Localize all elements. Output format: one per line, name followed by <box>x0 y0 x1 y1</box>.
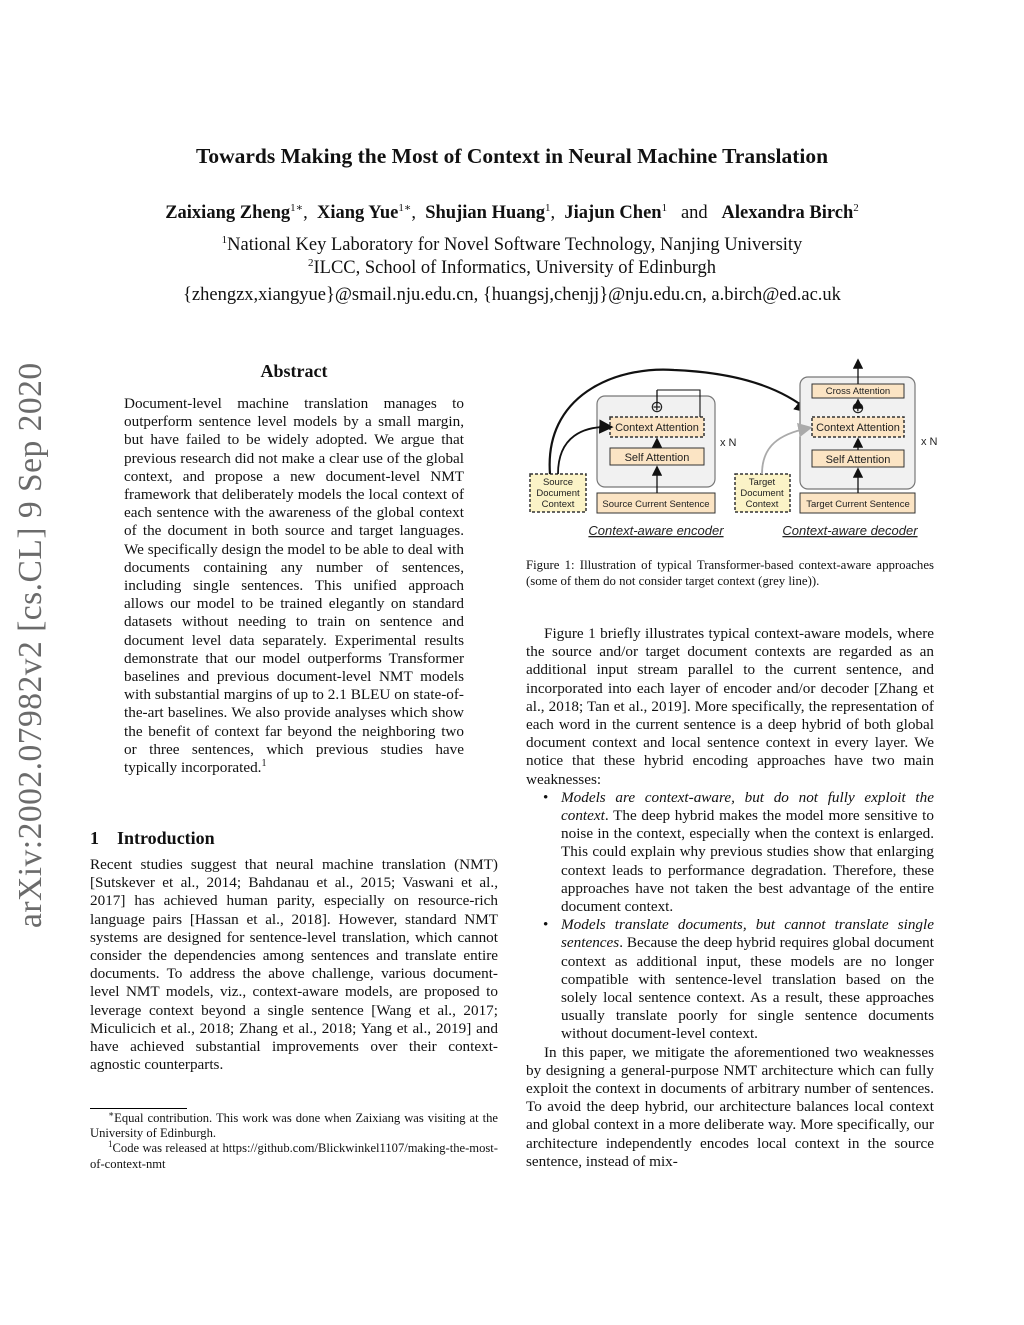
paragraph-figure-description: Figure 1 briefly illustrates typical context-aware models, where the source and/or target document contexts are regarded as an additional input stream parallel to the current sentence, and incorporated into each layer of encoder and/or decoder [Zhang et al., 2018; Tan et al., 2019]. More specifically, the representation of each word in the current sentence is a deep hybrid of both global document context and local sentence context in every layer. We notice that these hybrid encoding approaches have two main weaknesses: <box>526 625 934 788</box>
bullet-icon: • <box>543 916 549 934</box>
svg-text:Context: Context <box>745 499 779 510</box>
svg-text:Document: Document <box>536 488 580 499</box>
encoder-add-icon: ⊕ <box>650 399 664 416</box>
footnote-ref: 1 <box>261 758 267 769</box>
list-item: • Models are context-aware, but do not fully exploit the context. The deep hybrid makes the model more sensitive to noise in the context, especially when the context is enlarged. This could explain why previous studies show that enlarging context leads to performance degradation. Therefore, these approaches have not taken the best advantage of the entire document context. <box>543 788 934 916</box>
svg-text:Document: Document <box>740 488 784 499</box>
footnote-rule <box>90 1108 187 1109</box>
affiliation-1: $^1$National Key Laboratory for Novel Software Technology, Nanjing University <box>221 233 803 255</box>
arxiv-identifier-stamp: arXiv:2002.07982v2 [cs.CL] 9 Sep 2020 <box>12 362 49 928</box>
paper-title: Towards Making the Most of Context in Neural Machine Translation <box>195 144 829 168</box>
introduction-body: Recent studies suggest that neural machine translation (NMT) [Sutskever et al., 2014; Bahdanau et al., 2015; Vaswani et al., 2017] has achieved human parity, especially on resource-rich language pairs [Hassan et al., 2018]. However, standard NMT systems are designed for sentence-level translation, which cannot consider the dependencies among sentences and translate entire documents. To address the above challenge, various document-level NMT models, viz., context-aware models, are proposed to leverage context beyond a single sentence [Wang et al., 2017; Miculicich et al., 2018; Zhang et al., 2018; Yang et al., 2019] and have achieved substantial improvements over their context-agnostic counterparts. <box>90 856 498 1074</box>
author-name: Shujian Huang <box>425 203 546 223</box>
author-mark: 1 <box>545 201 551 214</box>
decoder-stack <box>735 361 938 538</box>
svg-text:Target: Target <box>748 477 776 488</box>
weakness-list <box>526 789 934 1044</box>
footnote-1: ∗Equal contribution. This work was done when Zaixiang was visiting at the University of Edinburgh. <box>90 1108 498 1141</box>
footnote-2: $^1$Code was released at https://github.com/Blickwinkel1107/making-the-most-of-context-nmt <box>90 1139 498 1171</box>
footnotes <box>90 1108 498 1172</box>
author-emails: {zhengzx,xiangyue}@smail.nju.edu.cn, {huangsj,chenjj}@nju.edu.cn, a.birch@ed.ac.uk <box>183 285 841 305</box>
abstract-heading: Abstract <box>260 361 328 381</box>
author-name: Zaixiang Zheng <box>165 203 291 223</box>
decoder-caption-label: Context-aware decoder <box>782 523 918 538</box>
right-column-body <box>526 625 934 1171</box>
bullet-icon: • <box>543 788 549 806</box>
decoder-repeat-label: x N <box>921 436 938 448</box>
author-list: Zaixiang Zheng$^{1∗}$, Xiang Yue$^{1∗}$, Shujian Huang$^1$, Jiajun Chen$^1$ and Alexandra Birch$^2$ <box>165 201 859 223</box>
svg-text:Source: Source <box>542 477 574 488</box>
encoder-repeat-label: x N <box>720 437 737 449</box>
abstract-body: Document-level machine translation manages to outperform sentence level models by a small margin, but have failed to be widely adopted. We argue that previous research did not make a clear use of the global context, and propose a new document-level NMT framework that deliberately models the local context of each sentence with the awareness of the global context of the document in both source and target languages. We specifically design the model to be able to deal with documents containing any number of sentences, including single sentences. This unified approach allows our model to be trained elegantly on standard datasets without needing to train on sentence and document level data separately. Experimental results demonstrate that our model outperforms Transformer baselines and previous document-level NMT models with substantial margins of up to 2.1 BLEU on state-of-the-art baselines. We also provide analyses which show the benefit of context far beyond the neighboring two or three sentences, which previous studies have typically incorporated.$^1$ <box>124 395 464 777</box>
encoder-current-sentence-label: Source Current Sentence <box>602 499 710 510</box>
author-mark: 1∗ <box>398 201 412 214</box>
section-heading-introduction: 1 Introduction <box>90 828 215 848</box>
author-mark: 1∗ <box>290 201 304 214</box>
svg-text:Context: Context <box>541 499 575 510</box>
author-name: Jiajun Chen <box>564 203 662 223</box>
encoder-caption-label: Context-aware encoder <box>588 523 724 538</box>
author-name: Alexandra Birch <box>721 203 854 223</box>
encoder-context-attention-label: Context Attention <box>615 422 699 434</box>
encoder-self-attention-label: Self Attention <box>624 452 690 464</box>
decoder-add-icon: ⊕ <box>851 400 865 417</box>
affiliation-2: $^2$ILCC, School of Informatics, University of Edinburgh <box>308 256 716 278</box>
paragraph-contribution: In this paper, we mitigate the aforementioned two weaknesses by designing a general-purpose NMT architecture which can fully exploit the context in documents of arbitrary number of sentences. To avoid the deep hybrid, our architecture balances local context and global context in a more deliberate way. More specifically, our architecture independently encodes local context in the source sentence, instead of mix- <box>526 1043 934 1170</box>
figure-1-diagram <box>524 356 944 546</box>
decoder-cross-attention-label: Cross Attention <box>825 386 891 397</box>
author-and: and <box>680 203 708 223</box>
list-item: • Models translate documents, but cannot translate single sentences. Because the deep hybrid requires global document context as additional input, these models are no longer compatible with sentence-level translation based on the solely local sentence context. As a result, these approaches usually translate poorly for single sentence documents without document-level context. <box>543 916 934 1043</box>
decoder-self-attention-label: Self Attention <box>825 454 891 466</box>
decoder-context-attention-label: Context Attention <box>816 422 900 434</box>
author-mark: 1 <box>661 201 668 214</box>
decoder-current-sentence-label: Target Current Sentence <box>806 499 910 510</box>
author-name: Xiang Yue <box>316 203 399 223</box>
author-mark: 2 <box>853 201 859 214</box>
figure-1-caption: Figure 1: Illustration of typical Transformer-based context-aware approaches (some of them do not consider target context (grey line)). <box>526 558 934 588</box>
